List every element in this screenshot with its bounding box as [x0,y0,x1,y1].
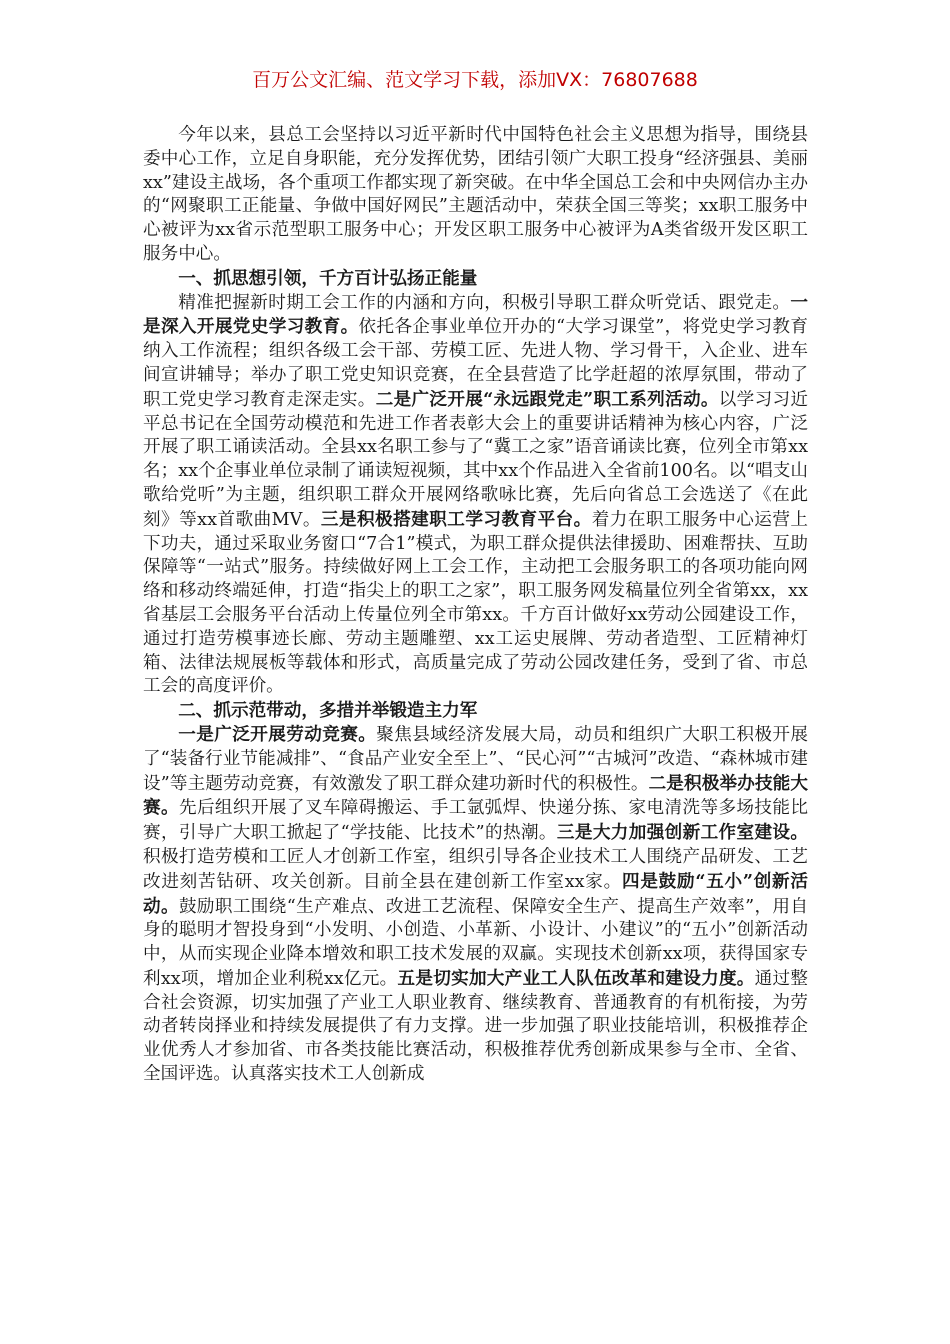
section-1-lead: 精准把握新时期工会工作的内涵和方向，积极引导职工群众听党话、跟党走。 [178,292,791,313]
section-1-heading: 一、抓思想引领，千方百计弘扬正能量 [178,267,478,289]
section-2-point-1-text: 聚焦县域经济发展大局，动员和组织广大职工积极开展了“装备行业节能减排”、“食品产业安全至上”、“民心河”“古城河”改造、“森林城市建设”等主题劳动竞赛，有效激发了职工群众建功新时代的积极性。 [143,724,808,794]
section-2-point-3-title: 三是大力加强创新工作室建设。 [556,822,808,844]
section-1-point-3-text: 着力在职工服务中心运营上下功夫，通过采取业务窗口“7合1”模式，为职工群众提供法律援助、困难帮扶、互助保障等“一站式”服务。持续做好网上工会工作，主动把工会服务职工的各项功能向网络和移动终端延伸，打造“指尖上的职工之家”，职工服务网发稿量位列全省第xx，xx省基层工会服务平台活动上传量位列全市第xx。千方百计做好xx劳动公园建设工作，通过打造劳模事迹长廊、劳动主题雕塑、xx工运史展牌、劳动者造型、工匠精神灯箱、法律法规展板等载体和形式，高质量完成了劳动公园改建任务，受到了省、市总工会的高度评价。 [143,509,808,697]
section-1-paragraph [143,291,808,700]
section-2-point-4-title: 四是鼓励“五小”创新活动。 [143,870,808,917]
section-2-point-5-title: 五是切实加大产业工人队伍改革和建设力度。 [397,967,755,989]
section-1-point-1-text: 依托各企事业单位开办的“大学习课堂”，将党史学习教育纳入工作流程；组织各级工会干部、劳模工匠、先进人物、学习骨干，入企业、进车间宣讲辅导；举办了职工党史知识竞赛，在全县营造了比学赶超的浓厚氛围，带动了职工党史学习教育走深走实。 [143,317,808,410]
download-banner: 百万公文汇编、范文学习下载，添加VX：76807688 [252,69,698,91]
section-2-point-1-title: 一是广泛开展劳动竞赛。 [178,723,377,745]
section-2-point-2-text: 先后组织开展了叉车障碍搬运、手工氩弧焊、快递分拣、家电清洗等多场技能比赛，引导广大职工掀起了“学技能、比技术”的热潮。 [143,798,808,844]
section-2-point-3-text: 积极打造劳模和工匠人才创新工作室，组织引导各企业技术工人围绕产品研发、工艺改进刻苦钻研、攻关创新。目前全县在建创新工作室xx家。 [143,846,808,892]
section-1-point-2-title: 二是广泛开展“永远跟党走”职工系列活动。 [375,388,719,410]
section-2-heading: 二、抓示范带动，多措并举锻造主力军 [178,700,478,722]
section-1-point-2-text: 以学习习近平总书记在全国劳动模范和先进工作者表彰大会上的重要讲话精神为核心内容，广泛开展了职工诵读活动。全县xx名职工参与了“冀工之家”语音诵读比赛，位列全市第xx名；xx个企事业单位录制了诵读短视频，其中xx个作品进入全省前100名。以“唱支山歌给党听”为主题，组织职工群众开展网络歌咏比赛，先后向省总工会选送了《在此刻》等xx首歌曲MV。 [143,389,808,530]
section-2-paragraph [143,723,808,1087]
intro-paragraph: 今年以来，县总工会坚持以习近平新时代中国特色社会主义思想为指导，围绕县委中心工作，立足自身职能，充分发挥优势，团结引领广大职工投身“经济强县、美丽xx”建设主战场，各个重项工作都实现了新突破。在中华全国总工会和中央网信办主办的“网聚职工正能量、争做中国好网民”主题活动中，荣获全国三等奖；xx职工服务中心被评为xx省示范型职工服务中心；开发区职工服务中心被评为A类省级开发区职工服务中心。 [143,125,808,264]
section-1-point-3-title: 三是积极搭建职工学习教育平台。 [320,508,592,530]
section-1-point-1-title: 一是深入开展党史学习教育。 [143,291,808,338]
section-2-point-4-text: 鼓励职工围绕“生产难点、改进工艺流程、保障安全生产、提高生产效率”，用自身的聪明才智投身到“小发明、小创造、小革新、小设计、小建议”的“五小”创新活动中，从而实现企业降本增效和职工技术发展的双赢。实现技术创新xx项，获得国家专利xx项，增加企业利税xx亿元。 [143,896,808,989]
document-body [143,124,808,1087]
section-2-point-2-title: 二是积极举办技能大赛。 [143,772,808,819]
section-2-point-5-text: 通过整合社会资源，切实加强了产业工人职业教育、继续教育、普通教育的有机衔接，为劳动者转岗择业和持续发展提供了有力支撑。进一步加强了职业技能培训，积极推荐企业优秀人才参加省、市各类技能比赛活动，积极推荐优秀创新成果参与全市、全省、全国评选。认真落实技术工人创新成 [143,968,808,1085]
